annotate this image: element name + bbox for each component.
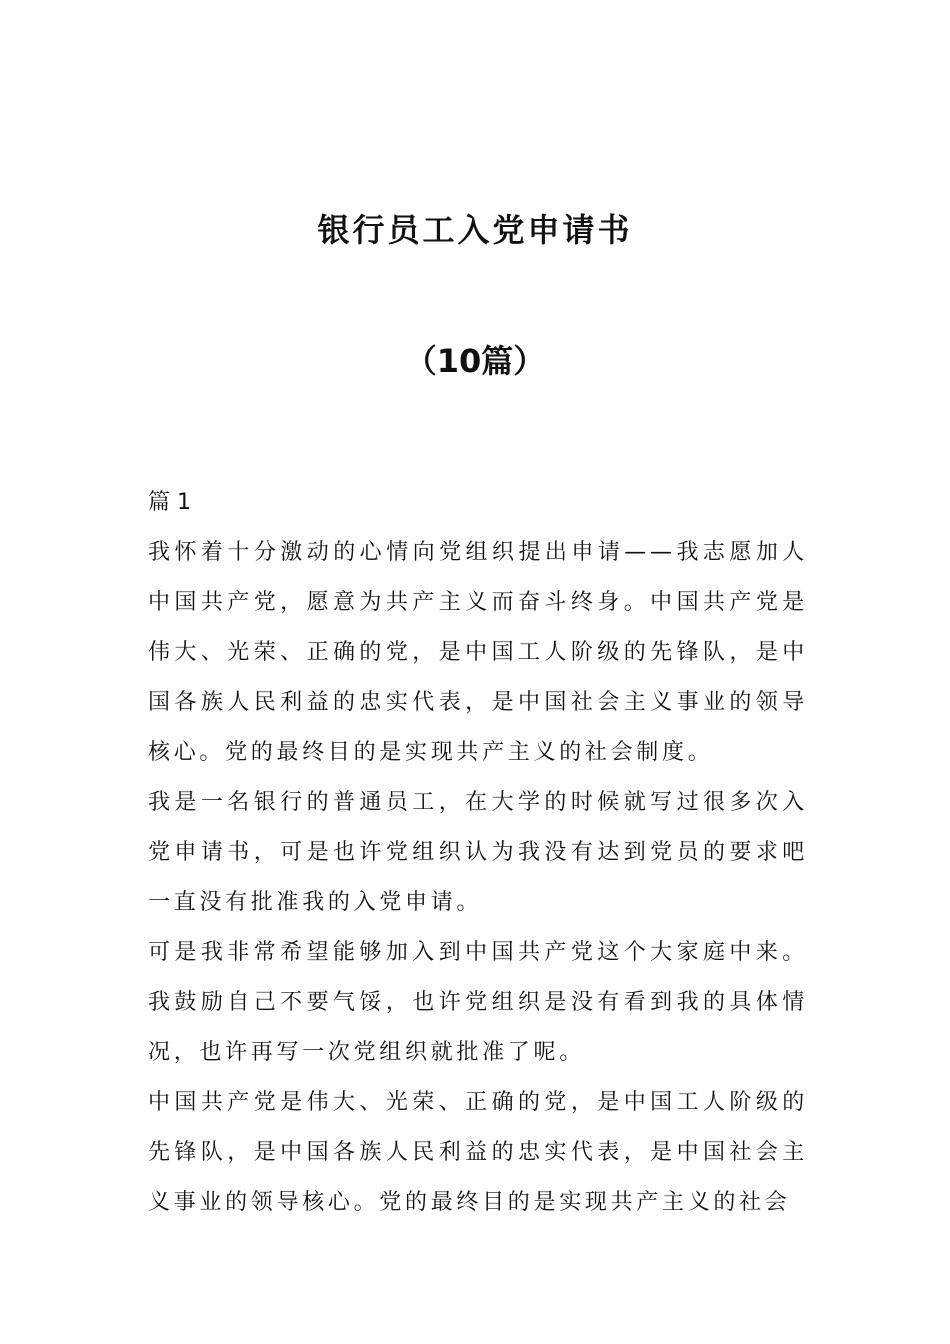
paragraph-3: 可是我非常希望能够加入到中国共产党这个大家庭中来。我鼓励自己不要气馁，也许党组织是没有看到我的具体情况，也许再写一次党组织就批准了呢。	[148, 940, 808, 1065]
paragraph-4: 中国共产党是伟大、光荣、正确的党，是中国工人阶级的先锋队，是中国各族人民利益的忠实代表，是中国社会主义事业的领导核心。党的最终目的是实现共产主义的社会	[148, 1090, 808, 1215]
document-title: 银行员工入党申请书	[317, 211, 633, 249]
document-subtitle: （10篇）	[404, 342, 546, 380]
paragraph-1: 我怀着十分激动的心情向党组织提出申请——我志愿加人中国共产党，愿意为共产主义而奋斗终身。中国共产党是伟大、光荣、正确的党，是中国工人阶级的先锋队，是中国各族人民利益的忠实代表，是中国社会主义事业的领导核心。党的最终目的是实现共产主义的社会制度。	[148, 540, 808, 765]
paragraph-2: 我是一名银行的普通员工，在大学的时候就写过很多次入党申请书，可是也许党组织认为我没有达到党员的要求吧一直没有批准我的入党申请。	[148, 790, 808, 915]
document-body	[148, 478, 808, 1228]
chapter-label: 篇 1	[148, 490, 191, 515]
